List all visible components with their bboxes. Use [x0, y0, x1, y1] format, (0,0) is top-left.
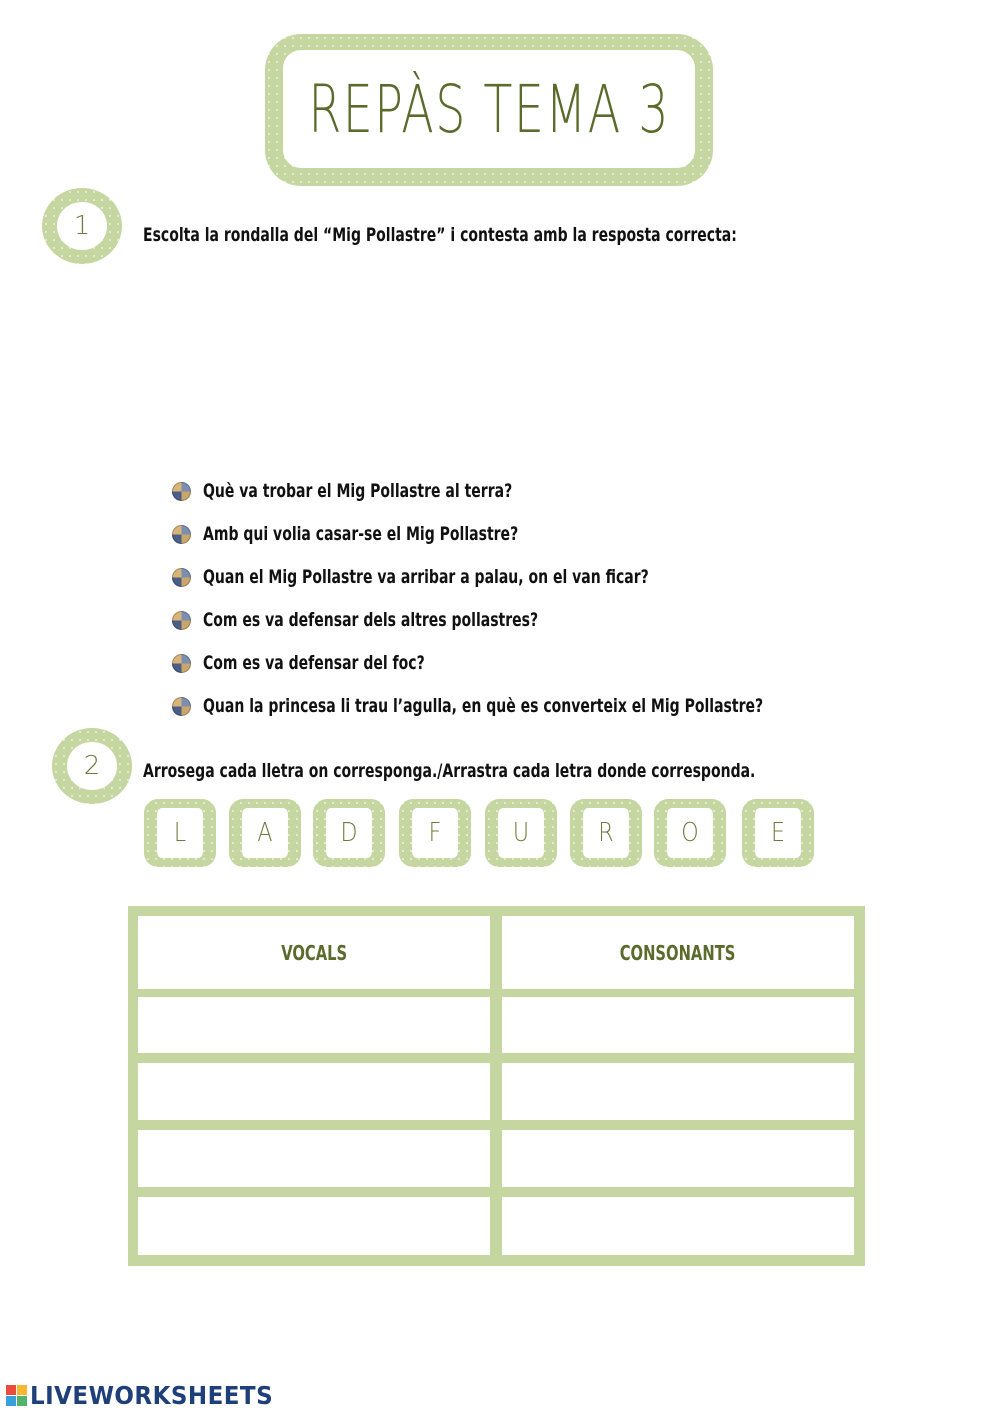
header-consonants [502, 916, 854, 989]
letters-table [128, 906, 865, 1266]
bullet-icon [172, 697, 191, 716]
header-vocals-label: VOCALS [281, 940, 347, 965]
drop-zone-consonant[interactable] [502, 997, 854, 1053]
question-text: Amb qui volia casar-se el Mig Pollastre? [203, 523, 519, 545]
letter-tile-label: F [412, 808, 458, 858]
letter-tile-f[interactable] [399, 799, 471, 867]
bullet-icon [172, 525, 191, 544]
question-text: Què va trobar el Mig Pollastre al terra? [203, 480, 513, 502]
letter-tile-u[interactable] [485, 799, 557, 867]
section-2-instruction: Arrosega cada lletra on corresponga./Arrastra cada letra donde corresponda. [143, 760, 756, 782]
drop-zone-vocal[interactable] [138, 997, 490, 1053]
question-text: Com es va defensar dels altres pollastres? [203, 609, 539, 631]
section-1-instruction: Escolta la rondalla del “Mig Pollastre” i contesta amb la resposta correcta: [143, 224, 737, 246]
letter-tile-label: U [498, 808, 544, 858]
section-2-number: 2 [67, 742, 117, 789]
question-item [172, 609, 886, 652]
letter-tile-a[interactable] [229, 799, 301, 867]
drop-zone-vocal[interactable] [138, 1130, 490, 1187]
letter-tile-d[interactable] [313, 799, 385, 867]
question-list [172, 480, 886, 738]
bullet-icon [172, 654, 191, 673]
question-item [172, 695, 886, 738]
section-2-badge [52, 728, 132, 804]
footer-brand[interactable] [6, 1381, 294, 1410]
letter-tile-l[interactable] [144, 799, 216, 867]
page-title: REPÀS TEMA 3 [308, 70, 670, 148]
drop-zone-vocal[interactable] [138, 1197, 490, 1255]
question-item [172, 566, 886, 609]
letter-tile-label: E [755, 808, 801, 858]
letter-tile-label: O [667, 808, 713, 858]
question-item [172, 652, 886, 695]
brand-name: LIVEWORKSHEETS [30, 1381, 274, 1410]
liveworksheets-logo-icon [6, 1385, 27, 1406]
question-item [172, 523, 886, 566]
letter-tile-label: R [583, 808, 629, 858]
title-frame [265, 34, 713, 186]
letter-tile-e[interactable] [742, 799, 814, 867]
letter-tile-o[interactable] [654, 799, 726, 867]
bullet-icon [172, 568, 191, 587]
question-item [172, 480, 886, 523]
section-1-badge [42, 188, 122, 264]
letter-tile-r[interactable] [570, 799, 642, 867]
bullet-icon [172, 482, 191, 501]
question-text: Quan la princesa li trau l’agulla, en què es converteix el Mig Pollastre? [203, 695, 764, 717]
drop-zone-consonant[interactable] [502, 1063, 854, 1120]
drop-zone-consonant[interactable] [502, 1197, 854, 1255]
bullet-icon [172, 611, 191, 630]
letter-tile-label: D [326, 808, 372, 858]
question-text: Com es va defensar del foc? [203, 652, 425, 674]
section-1-number: 1 [57, 202, 107, 249]
question-text: Quan el Mig Pollastre va arribar a palau, on el van ficar? [203, 566, 649, 588]
header-consonants-label: CONSONANTS [620, 940, 736, 965]
header-vocals [138, 916, 490, 989]
drop-zone-consonant[interactable] [502, 1130, 854, 1187]
drop-zone-vocal[interactable] [138, 1063, 490, 1120]
letter-tile-label: A [242, 808, 288, 858]
title-box [283, 50, 695, 168]
letter-tile-label: L [157, 808, 203, 858]
